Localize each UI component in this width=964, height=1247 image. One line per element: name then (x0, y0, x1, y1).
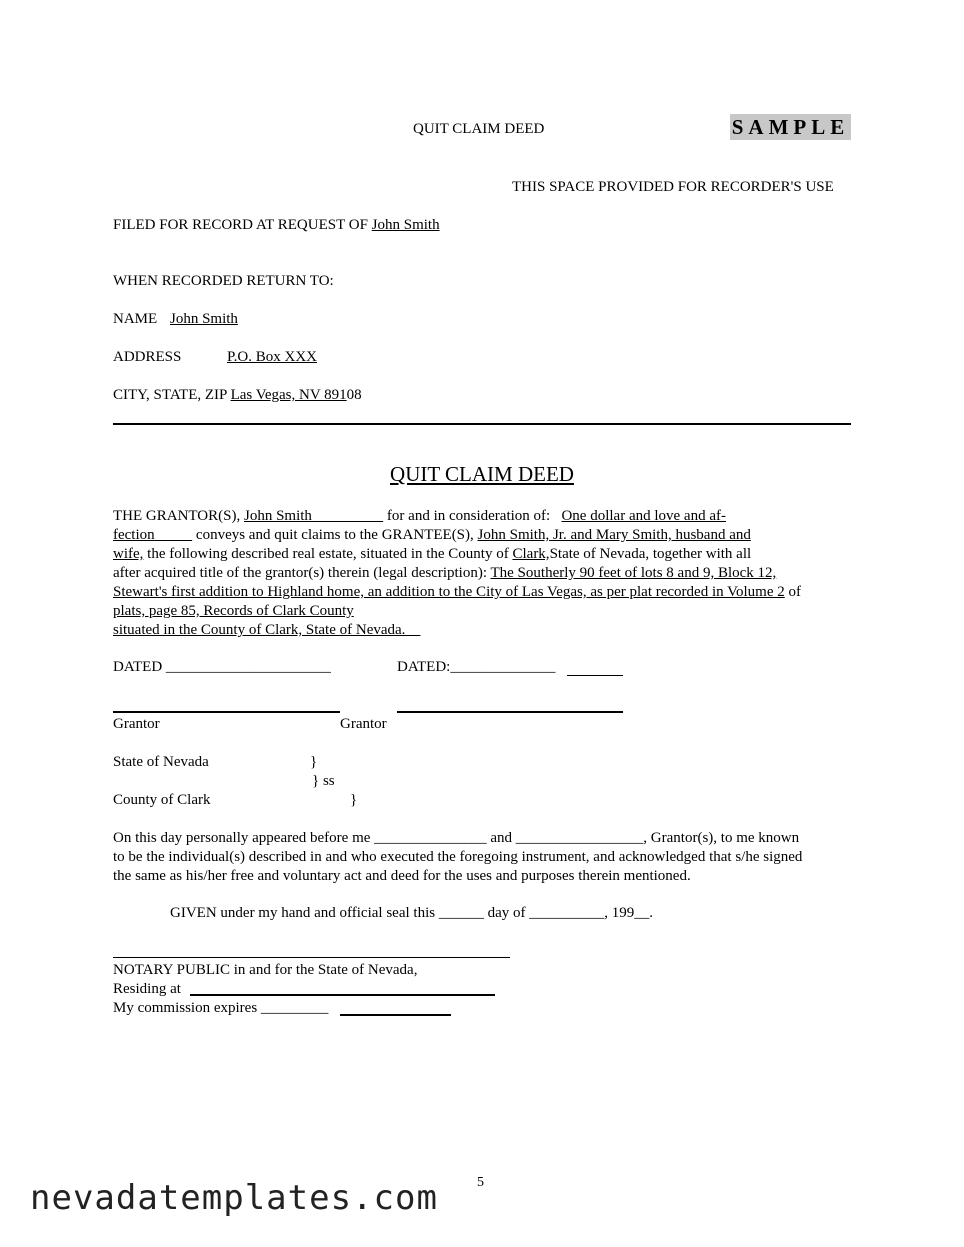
deed-line-1 (113, 507, 726, 526)
address-label: ADDRESS (113, 349, 182, 365)
grantor-name: John Smith (243, 508, 312, 524)
residing-label: Residing at (113, 981, 181, 997)
notary-signature-line[interactable] (113, 957, 510, 958)
venue-ss: } ss (312, 773, 335, 789)
name-value: John Smith (170, 311, 238, 327)
consideration-cont: fection (113, 527, 155, 543)
deed-text: THE GRANTOR(S), (113, 508, 244, 524)
grantor-signature-line-left[interactable] (113, 711, 340, 713)
deed-text: for and in consideration of: (383, 508, 562, 524)
recorder-note: THIS SPACE PROVIDED FOR RECORDER'S USE (512, 179, 834, 195)
consideration: One dollar and love and af- (561, 508, 726, 524)
sample-stamp: SAMPLE (731, 115, 850, 139)
commission-line: My commission expires _________ (113, 1000, 329, 1016)
dated-left: DATED ______________________ (113, 659, 331, 675)
deed-line-5 (113, 583, 801, 602)
deed-text: State of Nevada, together with all (549, 546, 752, 562)
deed-text: of (784, 584, 801, 600)
address-value: P.O. Box XXX (227, 349, 318, 365)
grantor-label-left: Grantor (113, 716, 160, 732)
county-name: Clark, (512, 546, 550, 562)
filed-request-line (113, 216, 440, 235)
venue-brace-3: } (350, 792, 358, 808)
deed-title: QUIT CLAIM DEED (390, 462, 574, 486)
commission-underline[interactable] (340, 1014, 451, 1016)
csz-label: CITY, STATE, ZIP (113, 387, 227, 403)
ack-line-3: the same as his/her free and voluntary act and deed for the uses and purposes therein mentioned. (113, 868, 691, 884)
venue-brace-1: } (310, 754, 318, 770)
venue-state: State of Nevada (113, 754, 209, 770)
grantor-label-right: Grantor (340, 716, 387, 732)
site-watermark: nevadatemplates.com (30, 1178, 438, 1218)
deed-line-7: situated in the County of Clark, State of Nevada. (113, 622, 421, 638)
name-label: NAME (113, 311, 158, 327)
deed-line-2 (113, 526, 751, 545)
ack-line-1: On this day personally appeared before me _______________ and _________________, Grantor(s), to me known (113, 830, 800, 846)
section-divider (113, 423, 851, 425)
legal-description: The Southerly 90 feet of lots 8 and 9, Block 12, (490, 565, 777, 581)
notary-title: NOTARY PUBLIC in and for the State of Nevada, (113, 962, 418, 978)
document-label: QUIT CLAIM DEED (413, 121, 545, 137)
csz-value-rest: 08 (346, 387, 362, 403)
grantor-signature-line-right[interactable] (397, 711, 623, 713)
given-line: GIVEN under my hand and official seal this ______ day of __________, 199__. (170, 905, 653, 921)
dated-right-underline (567, 675, 623, 676)
return-label: WHEN RECORDED RETURN TO: (113, 273, 334, 289)
deed-text: conveys and quit claims to the GRANTEE(S), (192, 527, 478, 543)
csz-value: Las Vegas, NV 891 (230, 387, 347, 403)
deed-line-6: plats, page 85, Records of Clark County (113, 603, 354, 619)
deed-line-4 (113, 564, 776, 583)
grantee-names: John Smith, Jr. and Mary Smith, husband and (477, 527, 751, 543)
deed-text: the following described real estate, situated in the County of (143, 546, 513, 562)
city-state-zip-line (113, 386, 362, 405)
filed-label: FILED FOR RECORD AT REQUEST OF (113, 217, 368, 233)
grantee-names-cont: wife, (113, 546, 144, 562)
deed-line-3 (113, 545, 751, 564)
ack-line-2: to be the individual(s) described in and who executed the foregoing instrument, and acknowledged that s/he signed (113, 849, 803, 865)
filed-value: John Smith (371, 217, 440, 233)
legal-description-cont: Stewart's first addition to Highland home, an addition to the City of Las Vegas, as per plat recorded in Volume 2 (113, 584, 785, 600)
page-number: 5 (477, 1175, 484, 1190)
dated-right: DATED:______________ (397, 659, 556, 675)
deed-text: after acquired title of the grantor(s) therein (legal description): (113, 565, 491, 581)
venue-county: County of Clark (113, 792, 211, 808)
residing-line[interactable] (190, 994, 495, 996)
